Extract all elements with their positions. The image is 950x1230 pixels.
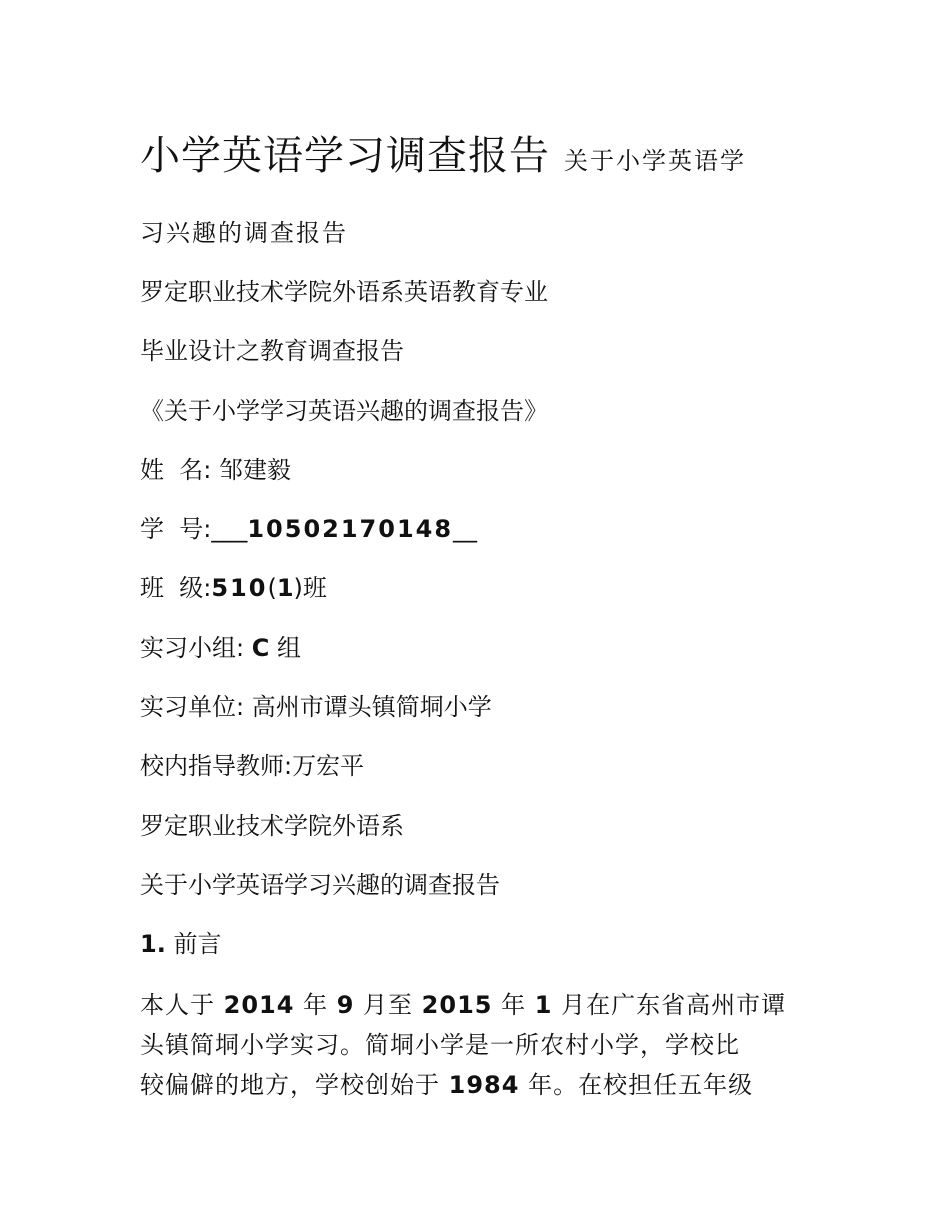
group-line: [140, 633, 301, 663]
year-1984: 1984: [448, 1071, 520, 1099]
class-number: 510: [211, 574, 268, 602]
text-run: 较偏僻的地方，学校创始于: [140, 1071, 449, 1099]
text-run: 本人于: [140, 991, 224, 1019]
year-2015: 2015: [421, 991, 493, 1019]
class-paren-close: )班: [293, 574, 327, 602]
text-run: 年: [294, 991, 337, 1019]
group-label: 实习小组:: [140, 634, 252, 662]
department-line: 罗定职业技术学院外语系: [140, 812, 404, 840]
year-2014: 2014: [223, 991, 295, 1019]
class-label: 班 级:: [140, 574, 212, 602]
text-run: 年。在校担任五年级: [519, 1071, 754, 1099]
student-name-line: [140, 455, 291, 485]
title-main: 小学英语学习调查报告: [140, 133, 550, 179]
group-letter: C: [251, 634, 270, 662]
graduation-design-line: 毕业设计之教育调查报告: [140, 337, 404, 365]
title-continuation: 习兴趣的调查报告: [140, 219, 348, 247]
class-paren-open: (: [267, 574, 277, 602]
name-value: 邹建毅: [218, 456, 291, 484]
id-value: 10502170148: [247, 515, 454, 543]
month-9: 9: [336, 991, 355, 1019]
teacher-line: 校内指导教师:万宏平: [140, 752, 365, 780]
text-run: 月在广东省高州市谭: [552, 991, 787, 1019]
group-suffix: 组: [269, 634, 301, 662]
name-label: 姓 名:: [140, 456, 219, 484]
report-name-line: 《关于小学学习英语兴趣的调查报告》: [140, 397, 548, 425]
id-suffix: __: [453, 515, 478, 543]
paragraph-line-2: 头镇简垌小学实习。简垌小学是一所农村小学，学校比: [140, 1031, 740, 1059]
unit-value: 高州市谭头镇简垌小学: [251, 693, 492, 721]
intro-paragraph: [140, 985, 800, 1105]
paragraph-line-3: [140, 1065, 800, 1105]
class-line: [140, 573, 327, 603]
month-1: 1: [534, 991, 553, 1019]
document-title: [140, 132, 746, 180]
student-id-line: [140, 514, 477, 544]
school-department-line: 罗定职业技术学院外语系英语教育专业: [140, 278, 548, 306]
unit-line: [140, 692, 492, 722]
title-sub: 关于小学英语学: [564, 147, 746, 175]
class-paren-number: 1: [276, 574, 294, 602]
text-run: 月至: [354, 991, 422, 1019]
section-number: 1.: [140, 930, 166, 958]
report-title-line: 关于小学英语学习兴趣的调查报告: [140, 871, 500, 899]
section-heading: [140, 929, 221, 959]
section-title: 前言: [165, 930, 222, 958]
unit-label: 实习单位:: [140, 693, 252, 721]
text-run: 年: [492, 991, 535, 1019]
id-label: 学 号:___: [140, 515, 248, 543]
paragraph-line-1: [140, 985, 800, 1025]
